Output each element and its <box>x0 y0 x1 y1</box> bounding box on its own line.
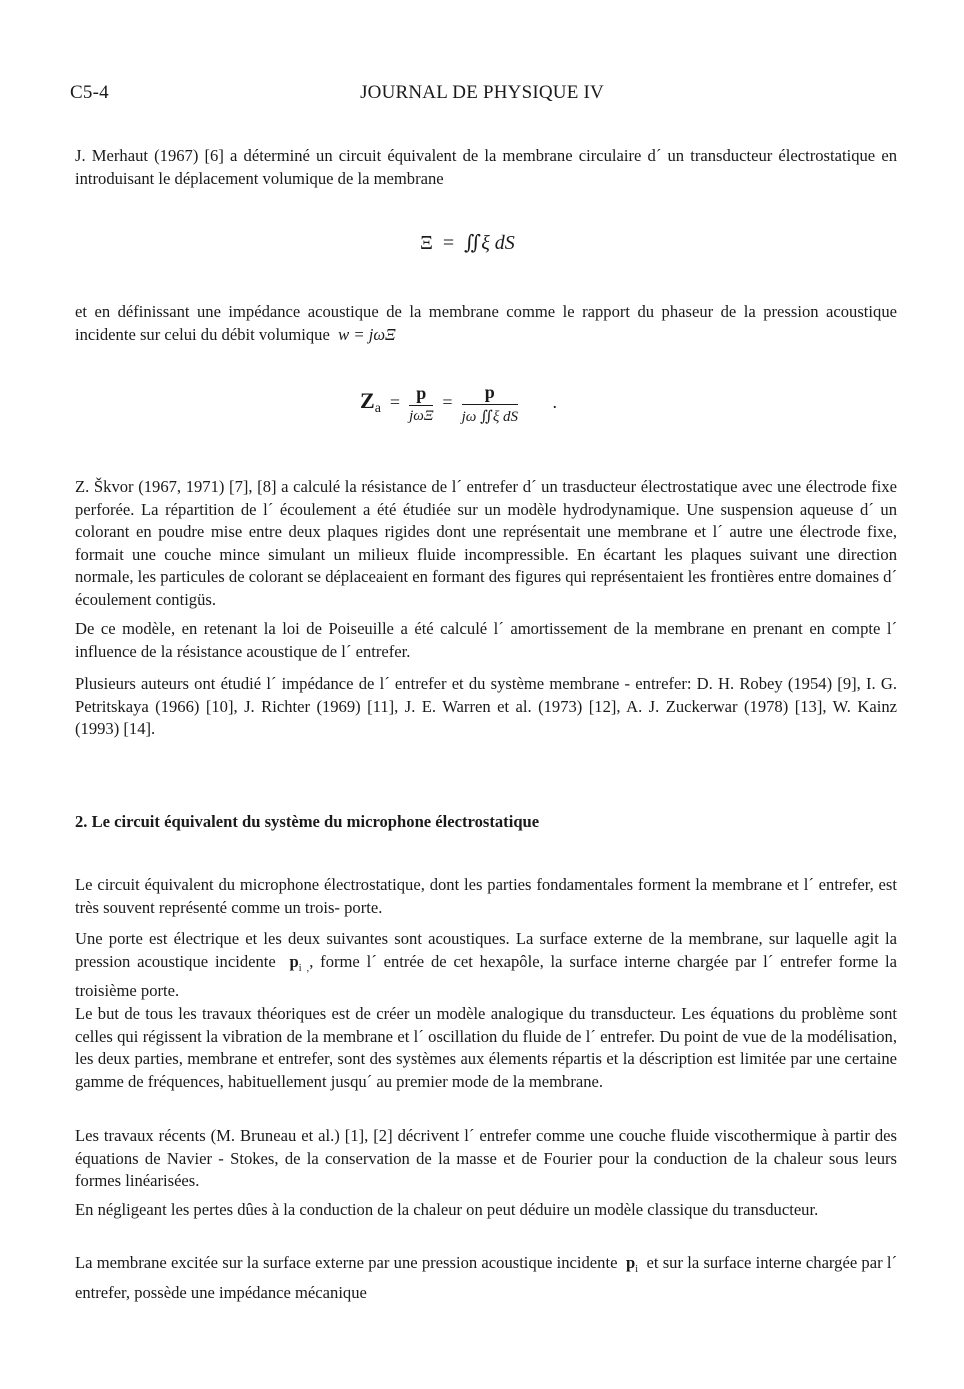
equation-za-equals-2: = <box>442 392 453 413</box>
pressure-symbol-pi: $p_{i ,}$ <box>289 951 310 974</box>
paragraph-impedance-text: et en définissant une impédance acoustique de la membrane comme le rapport du phaseur de la pression acoustique incidente sur celui du débit volumique <box>75 302 897 344</box>
paragraph-membrane-text-2: et sur la surface interne chargée par l´ entrefer, possède une impédance mécanique <box>75 1253 898 1302</box>
paragraph-theoretical-aim: Le but de tous les travaux théoriques est de créer un modèle analogique du transducteur. Les équations du problème sont celles qui régissent la vibration de la membrane et l´ oscillation du fluide de l´ entrefer. Du point de vue de la modélisation, les deux parties, membrane et entrefer, sont des systèmes aux élements répartis et la déscription est limitée par une certaine gamme de fréquences, habituellement jusqu´ au premier mode de la membrane. <box>75 1004 897 1091</box>
equation-za-numerator-1: p <box>409 383 433 406</box>
equation-za-equals-1: = <box>389 392 401 413</box>
paragraph-ports-text-2: , forme l´ entrée de cet hexapôle, la surface interne chargée par l´ entrefer forme la troisième porte. <box>75 951 898 1000</box>
paragraph-skvor: Z. Škvor (1967, 1971) [7], [8] a calculé la résistance de l´ entrefer d´ un trasducteur électrostatique avec une électrode fixe perforée. La répartition de l´ écoulement a été étudiée sur un modèle hydrodynamique. Une suspension aqueuse d´ un colorant en poudre mise entre deux plaques rigides dont une représentait une membrane et l´ autre une électrode fixe, formait une couche mince simulant un milieux fluide incompressible. En écartant les plaques suivant une direction normale, les particules de colorant se déplaceaient en formant des figures qui représentaient les frontières entre domaines d´ écoulement contigüs. <box>75 477 897 609</box>
paragraph-ports-text-1: Une porte est électrique et les deux suivantes sont acoustiques. La surface externe de la membrane, sur laquelle agit la pression acoustique incidente <box>75 929 897 971</box>
pressure-symbol-pi-2: $p_i$ <box>625 1253 638 1275</box>
page-number: C5-4 <box>70 82 109 103</box>
equation-xi-equals: = <box>442 232 455 254</box>
paragraph-heat-losses: En négligeant les pertes dûes à la conduction de la chaleur on peut déduire un modèle classique du transducteur. <box>75 1200 819 1219</box>
section-heading: 2. Le circuit équivalent du système du microphone électrostatique <box>75 812 540 831</box>
equation-za-fraction-2 <box>462 382 518 426</box>
paragraph-merhaut: J. Merhaut (1967) [6] a déterminé un circuit équivalent de la membrane circulaire d´ un transducteur électrostatique en introduisant le déplacement volumique de la membrane <box>75 146 897 188</box>
paragraph-ports <box>75 928 897 1003</box>
journal-title: JOURNAL DE PHYSIQUE IV <box>360 82 604 103</box>
equation-za-denominator-2: jω ∬ξ dS <box>461 409 519 425</box>
equation-za-denominator-1: jωΞ <box>409 408 434 424</box>
paragraph-authors: Plusieurs auteurs ont étudié l´ impédance de l´ entrefer et du système membrane - entrefer: D. H. Robey (1954) [9], I. G. Petritskaya (1966) [10], J. Richter (1969) [11], J. E. Warren et al. (1973) [12], A. J. Zuckerwar (1978) [13], W. Kainz (1993) [14]. <box>75 674 897 738</box>
equation-za-symbol: $Z_a$ <box>360 388 381 417</box>
equation-w-definition: w = jωΞ <box>338 324 396 344</box>
paragraph-membrane-text-1: La membrane excitée sur la surface externe par une pression acoustique incidente <box>75 1253 618 1272</box>
paragraph-recent-works: Les travaux récents (M. Bruneau et al.) [1], [2] décrivent l´ entrefer comme une couche fluide viscothermique à partir des équations de Navier - Stokes, de la conservation de la masse et de Fourier pour la conduction de la chaleur sous leurs formes linéarisées. <box>75 1126 897 1190</box>
equation-za-numerator-2: p <box>462 382 518 405</box>
equation-za-period: . <box>552 392 558 413</box>
equation-volume-displacement <box>420 230 515 255</box>
equation-acoustic-impedance <box>360 382 557 426</box>
paragraph-impedance-definition <box>75 301 897 346</box>
paragraph-three-port: Le circuit équivalent du microphone électrostatique, dont les parties fondamentales forment la membrane et l´ entrefer, est très souvent représenté comme un trois- porte. <box>75 875 897 917</box>
paragraph-membrane-impedance <box>75 1252 897 1304</box>
paragraph-poiseuille: De ce modèle, en retenant la loi de Poiseuille a été calculé l´ amortissement de la membrane en prenant en compte l´ influence de la résistance acoustique de l´ entrefer. <box>75 619 897 661</box>
equation-xi-rhs: ∬ξ dS <box>464 232 515 254</box>
equation-xi-lhs: Ξ <box>420 232 433 254</box>
equation-za-fraction-1 <box>409 383 433 425</box>
